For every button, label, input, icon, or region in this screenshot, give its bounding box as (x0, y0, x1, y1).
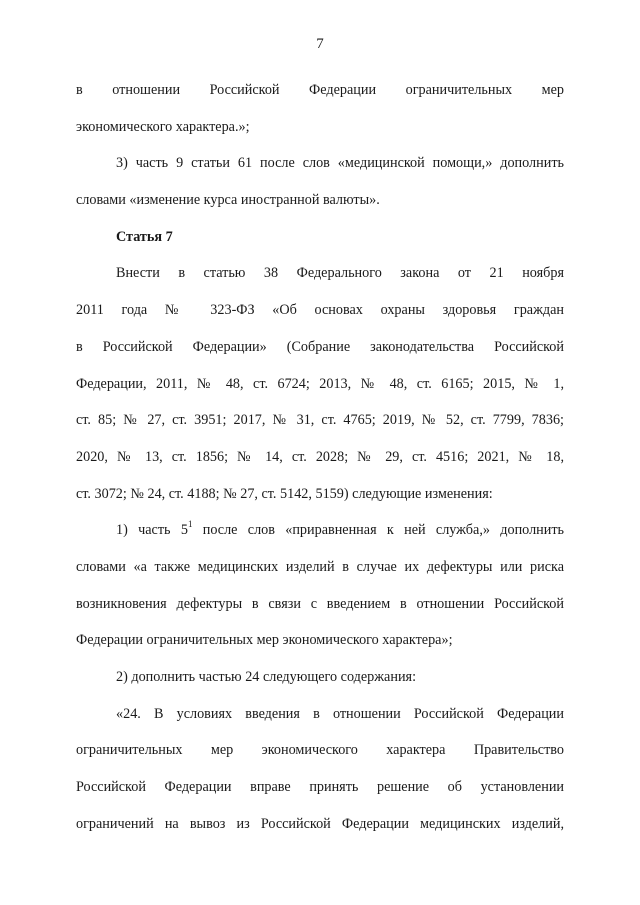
text-line: ограничений на вывоз из Российской Федерации медицинских изделий, (76, 815, 564, 832)
text-fragment: после слов «приравненная к ней служба,» дополнить (192, 522, 564, 539)
text-line: Российской Федерации вправе принять решение об установлении (76, 779, 564, 796)
text-line: «24. В условиях введения в отношении Российской Федерации (116, 705, 564, 722)
text-line: ст. 3072; № 24, ст. 4188; № 27, ст. 5142, 5159) следующие изменения: (76, 485, 493, 502)
text-line: в Российской Федерации» (Собрание законодательства Российской (76, 338, 564, 355)
text-line: 2020, № 13, ст. 1856; № 14, ст. 2028; № 29, ст. 4516; 2021, № 18, (76, 448, 564, 465)
text-line: в отношении Российской Федерации ограничительных мер (76, 82, 564, 98)
article-heading: Статья 7 (116, 228, 173, 245)
text-line: 2) дополнить частью 24 следующего содержания: (116, 669, 417, 685)
text-line: ограничительных мер экономического характера Правительство (76, 742, 564, 759)
text-line: Федерации ограничительных мер экономического характера»; (76, 632, 453, 649)
text-line: ст. 85; № 27, ст. 3951; 2017, № 31, ст. 4765; 2019, № 52, ст. 7799, 7836; (76, 412, 564, 429)
text-line: 2011 года № 323-ФЗ «Об основах охраны здоровья граждан (76, 302, 564, 319)
text-line: возникновения дефектуры в связи с введением в отношении Российской (76, 595, 564, 612)
text-fragment: 1) часть 5 (116, 522, 188, 539)
document-body (76, 72, 564, 842)
text-line: экономического характера.»; (76, 118, 250, 135)
page-number: 7 (316, 36, 324, 52)
text-line: словами «а также медицинских изделий в случае их дефектуры или риска (76, 558, 564, 575)
text-line: Федерации, 2011, № 48, ст. 6724; 2013, № 48, ст. 6165; 2015, № 1, (76, 375, 564, 392)
text-line: 3) часть 9 статьи 61 после слов «медицинской помощи,» дополнить (116, 155, 564, 172)
superscript: 1 (187, 518, 193, 529)
text-line: словами «изменение курса иностранной валюты». (76, 192, 380, 209)
text-line (76, 512, 564, 549)
text-line: Внести в статью 38 Федерального закона от 21 ноября (116, 265, 564, 282)
